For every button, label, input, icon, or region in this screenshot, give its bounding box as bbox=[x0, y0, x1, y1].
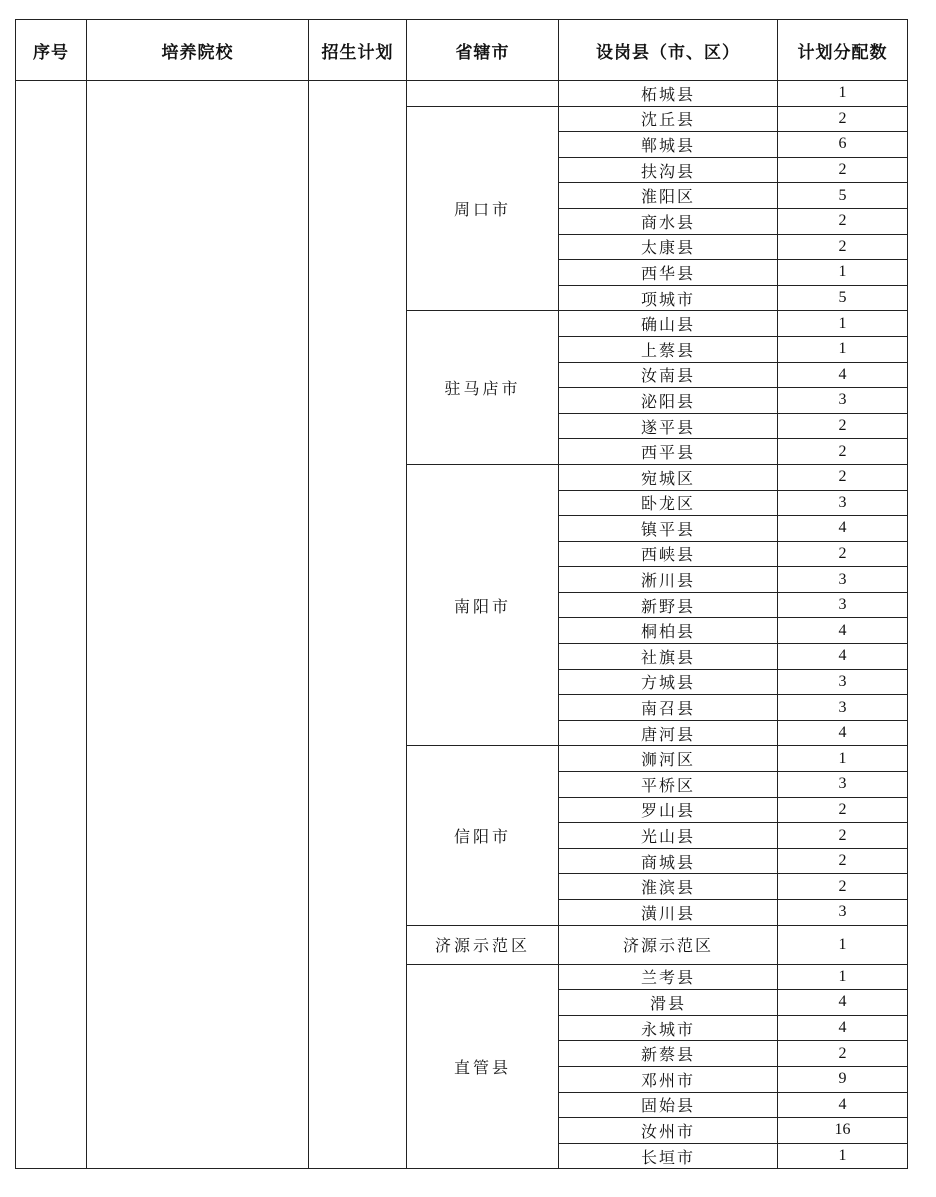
header-city: 省辖市 bbox=[407, 20, 559, 81]
county-cell: 滑县 bbox=[559, 990, 778, 1016]
count-cell: 5 bbox=[778, 183, 908, 209]
count-cell: 4 bbox=[778, 720, 908, 746]
count-cell: 1 bbox=[778, 311, 908, 337]
count-cell: 2 bbox=[778, 823, 908, 849]
count-cell: 6 bbox=[778, 132, 908, 158]
city-cell: 周口市 bbox=[407, 106, 559, 311]
count-cell: 1 bbox=[778, 746, 908, 772]
county-cell: 社旗县 bbox=[559, 644, 778, 670]
county-cell: 新蔡县 bbox=[559, 1041, 778, 1067]
count-cell: 3 bbox=[778, 695, 908, 721]
county-cell: 淮阳区 bbox=[559, 183, 778, 209]
county-cell: 长垣市 bbox=[559, 1143, 778, 1169]
county-cell: 方城县 bbox=[559, 669, 778, 695]
count-cell: 16 bbox=[778, 1118, 908, 1144]
county-cell: 光山县 bbox=[559, 823, 778, 849]
count-cell: 5 bbox=[778, 285, 908, 311]
county-cell: 永城市 bbox=[559, 1015, 778, 1041]
count-cell: 2 bbox=[778, 413, 908, 439]
county-cell: 宛城区 bbox=[559, 464, 778, 490]
county-cell: 商城县 bbox=[559, 848, 778, 874]
header-row bbox=[16, 20, 908, 81]
header-allocation: 计划分配数 bbox=[778, 20, 908, 81]
county-cell: 唐河县 bbox=[559, 720, 778, 746]
count-cell: 4 bbox=[778, 1015, 908, 1041]
county-cell: 淮滨县 bbox=[559, 874, 778, 900]
header-county: 设岗县（市、区） bbox=[559, 20, 778, 81]
county-cell: 汝州市 bbox=[559, 1118, 778, 1144]
county-cell: 平桥区 bbox=[559, 772, 778, 798]
county-cell: 邓州市 bbox=[559, 1066, 778, 1092]
county-cell: 镇平县 bbox=[559, 516, 778, 542]
county-cell: 新野县 bbox=[559, 592, 778, 618]
count-cell: 3 bbox=[778, 900, 908, 926]
county-cell: 淅川县 bbox=[559, 567, 778, 593]
count-cell: 1 bbox=[778, 964, 908, 990]
count-cell: 2 bbox=[778, 541, 908, 567]
count-cell: 4 bbox=[778, 516, 908, 542]
county-cell: 西华县 bbox=[559, 260, 778, 286]
count-cell: 2 bbox=[778, 208, 908, 234]
count-cell: 3 bbox=[778, 592, 908, 618]
county-cell: 上蔡县 bbox=[559, 336, 778, 362]
county-cell: 兰考县 bbox=[559, 964, 778, 990]
count-cell: 4 bbox=[778, 1092, 908, 1118]
header-school: 培养院校 bbox=[87, 20, 309, 81]
count-cell: 1 bbox=[778, 925, 908, 964]
plan-cell bbox=[309, 81, 407, 1169]
county-cell: 汝南县 bbox=[559, 362, 778, 388]
count-cell: 1 bbox=[778, 81, 908, 107]
county-cell: 遂平县 bbox=[559, 413, 778, 439]
count-cell: 4 bbox=[778, 644, 908, 670]
city-cell: 驻马店市 bbox=[407, 311, 559, 465]
count-cell: 2 bbox=[778, 106, 908, 132]
count-cell: 1 bbox=[778, 1143, 908, 1169]
county-cell: 潢川县 bbox=[559, 900, 778, 926]
county-cell: 西峡县 bbox=[559, 541, 778, 567]
count-cell: 4 bbox=[778, 362, 908, 388]
city-cell: 直管县 bbox=[407, 964, 559, 1169]
county-cell: 桐柏县 bbox=[559, 618, 778, 644]
county-cell: 确山县 bbox=[559, 311, 778, 337]
count-cell: 2 bbox=[778, 848, 908, 874]
allocation-table bbox=[15, 19, 908, 1169]
count-cell: 9 bbox=[778, 1066, 908, 1092]
count-cell: 1 bbox=[778, 260, 908, 286]
county-cell: 浉河区 bbox=[559, 746, 778, 772]
city-cell: 南阳市 bbox=[407, 464, 559, 746]
count-cell: 2 bbox=[778, 439, 908, 465]
count-cell: 3 bbox=[778, 388, 908, 414]
city-cell bbox=[407, 81, 559, 107]
county-cell: 泌阳县 bbox=[559, 388, 778, 414]
city-cell: 济源示范区 bbox=[407, 925, 559, 964]
county-cell: 罗山县 bbox=[559, 797, 778, 823]
county-cell: 项城市 bbox=[559, 285, 778, 311]
county-cell: 商水县 bbox=[559, 208, 778, 234]
count-cell: 3 bbox=[778, 567, 908, 593]
county-cell: 扶沟县 bbox=[559, 157, 778, 183]
city-cell: 信阳市 bbox=[407, 746, 559, 925]
count-cell: 2 bbox=[778, 1041, 908, 1067]
county-cell: 西平县 bbox=[559, 439, 778, 465]
county-cell: 固始县 bbox=[559, 1092, 778, 1118]
table-body bbox=[16, 81, 908, 1169]
county-cell: 南召县 bbox=[559, 695, 778, 721]
school-cell bbox=[87, 81, 309, 1169]
county-cell: 太康县 bbox=[559, 234, 778, 260]
count-cell: 2 bbox=[778, 464, 908, 490]
seq-cell bbox=[16, 81, 87, 1169]
count-cell: 4 bbox=[778, 618, 908, 644]
count-cell: 2 bbox=[778, 157, 908, 183]
county-cell: 郸城县 bbox=[559, 132, 778, 158]
count-cell: 4 bbox=[778, 990, 908, 1016]
county-cell: 沈丘县 bbox=[559, 106, 778, 132]
header-plan: 招生计划 bbox=[309, 20, 407, 81]
count-cell: 2 bbox=[778, 797, 908, 823]
count-cell: 3 bbox=[778, 669, 908, 695]
county-cell: 柘城县 bbox=[559, 81, 778, 107]
count-cell: 3 bbox=[778, 772, 908, 798]
count-cell: 3 bbox=[778, 490, 908, 516]
table-row bbox=[16, 81, 908, 107]
count-cell: 2 bbox=[778, 874, 908, 900]
county-cell: 卧龙区 bbox=[559, 490, 778, 516]
county-cell: 济源示范区 bbox=[559, 925, 778, 964]
header-seq: 序号 bbox=[16, 20, 87, 81]
count-cell: 2 bbox=[778, 234, 908, 260]
count-cell: 1 bbox=[778, 336, 908, 362]
